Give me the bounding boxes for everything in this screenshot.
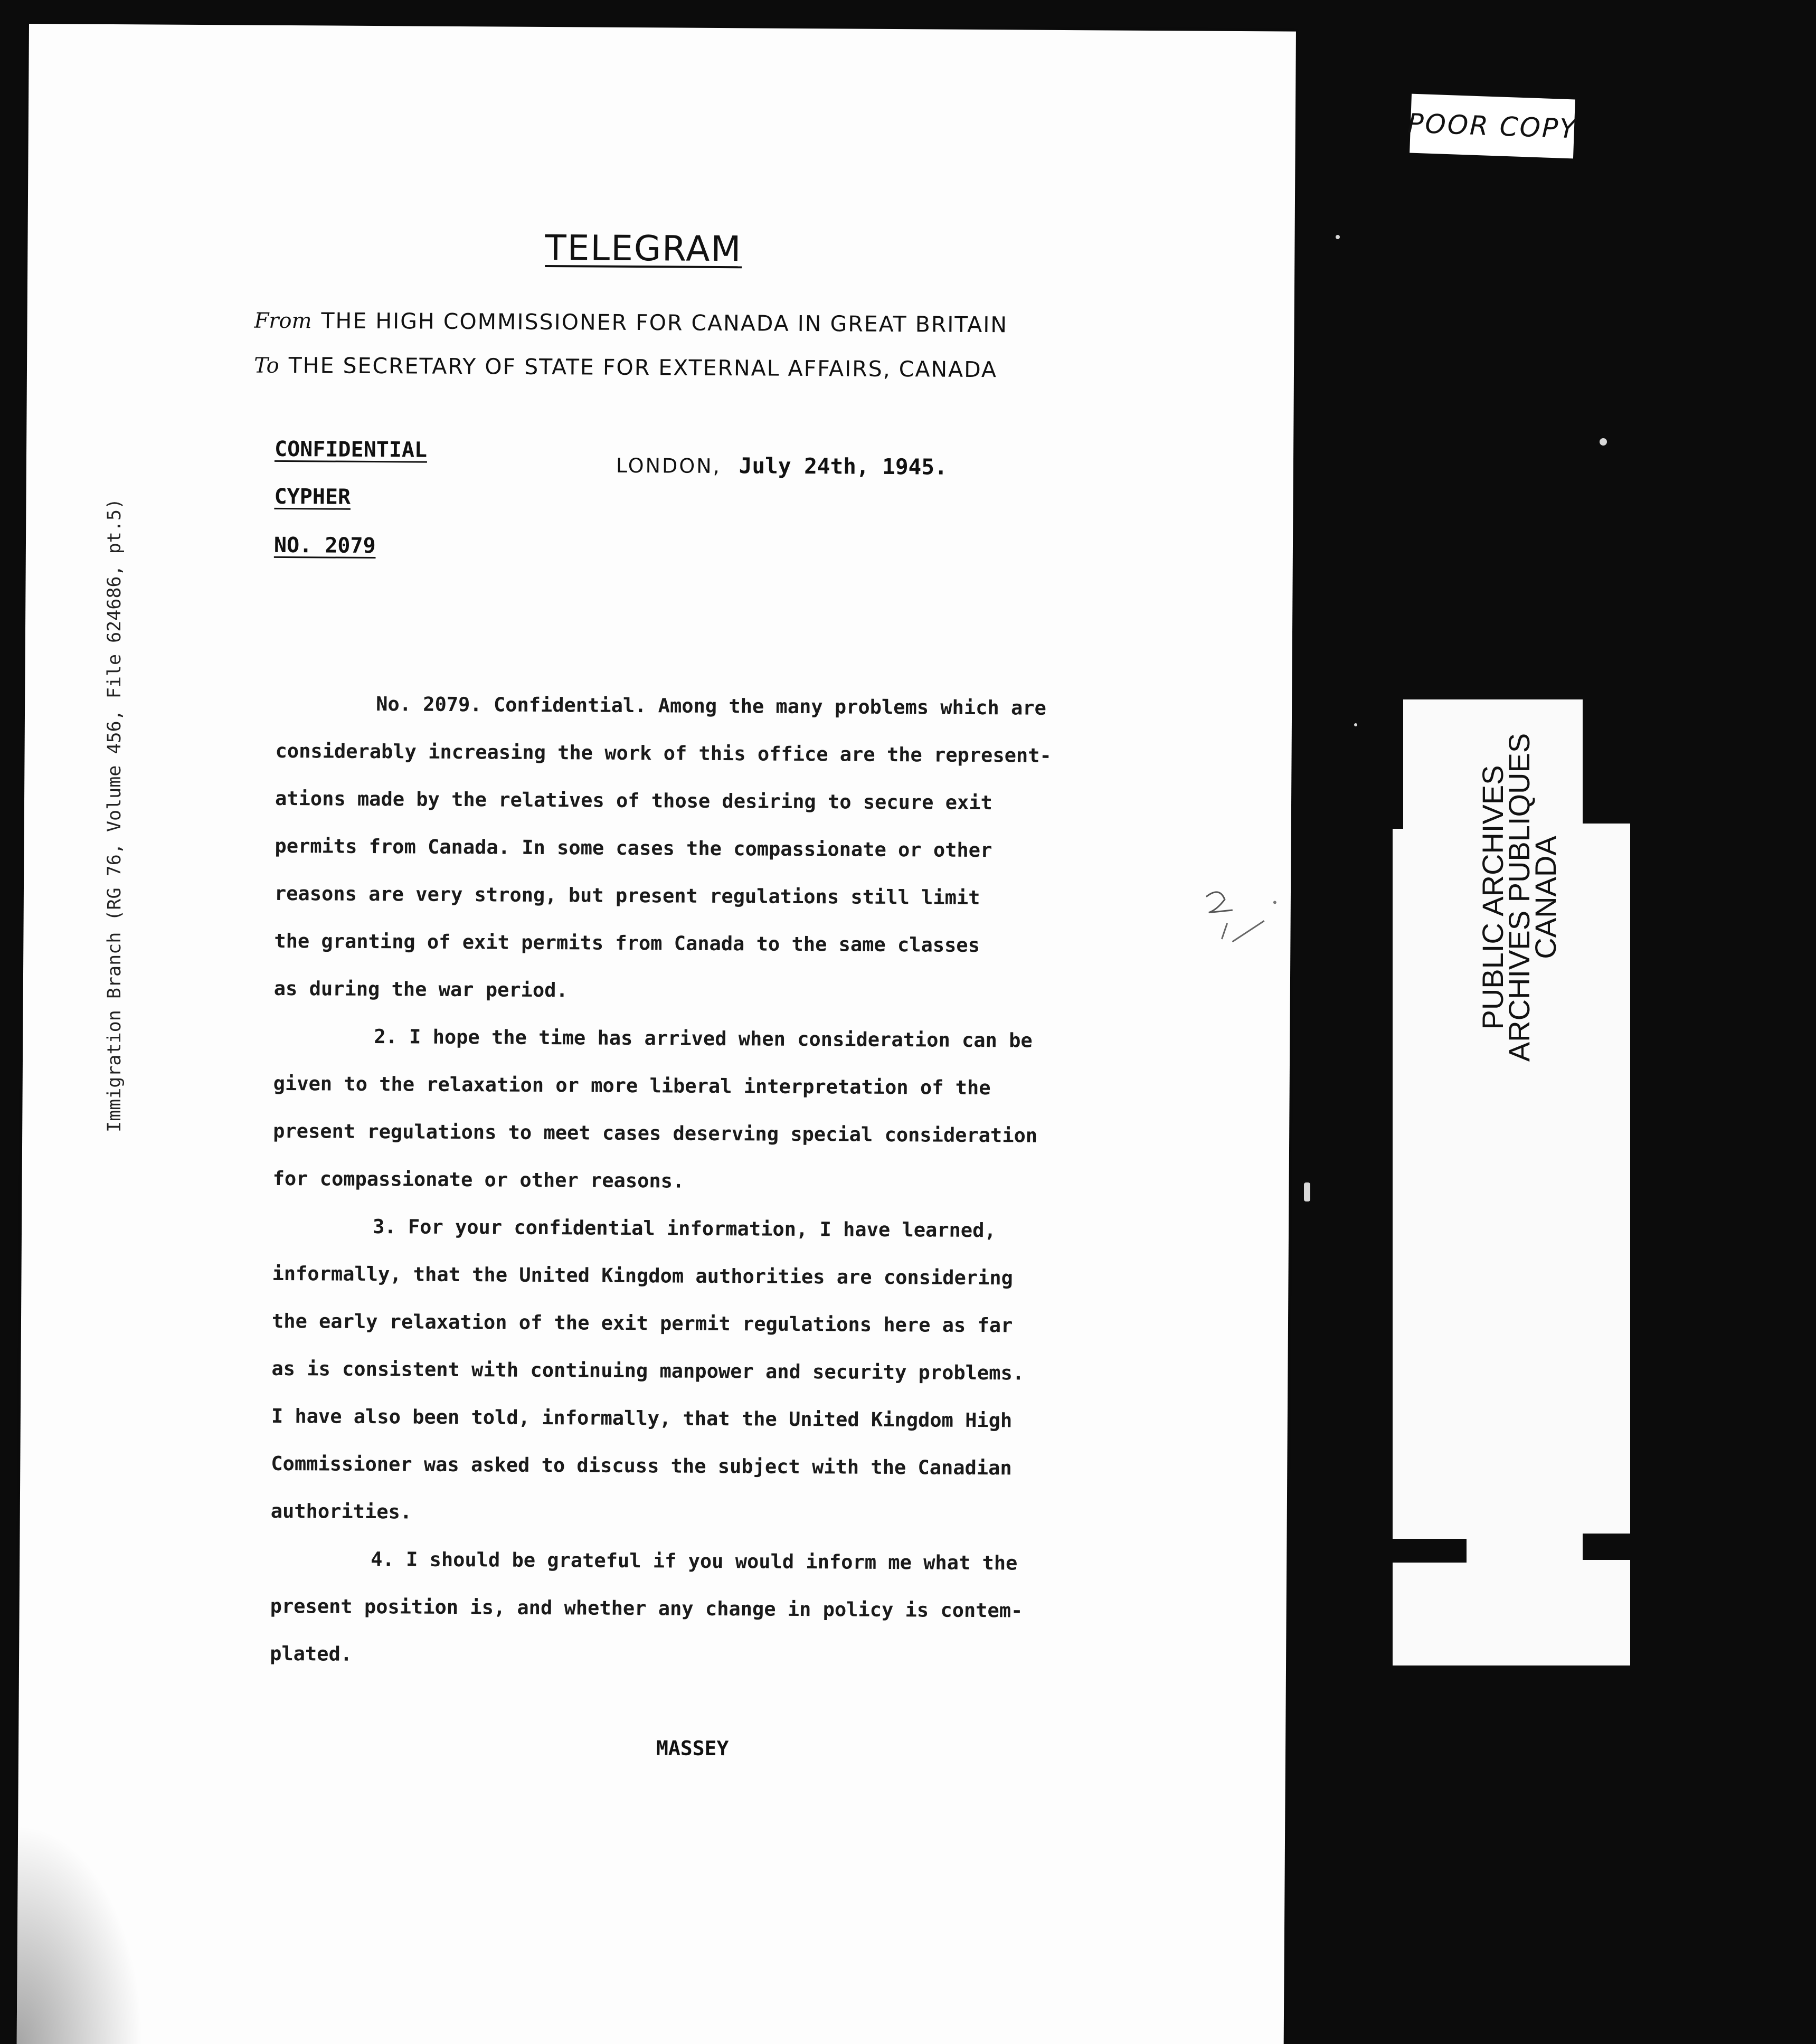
film-speck xyxy=(1336,235,1340,239)
archive-line-country: CANADA xyxy=(1529,836,1562,959)
body-line: given to the relaxation or more liberal interpretation of the xyxy=(273,1072,991,1100)
telegram-body xyxy=(270,680,1258,1683)
archive-stamp xyxy=(1476,713,1562,1082)
from-prefix: From xyxy=(254,308,312,334)
film-speck xyxy=(1354,723,1357,726)
classification-cypher: CYPHER xyxy=(274,484,351,509)
film-speck xyxy=(1304,1182,1310,1201)
signature: MASSEY xyxy=(656,1736,729,1761)
telegram-title: TELEGRAM xyxy=(545,227,742,270)
to-recipient: THE SECRETARY OF STATE FOR EXTERNAL AFFAIRS, CANADA xyxy=(288,353,998,383)
poor-copy-text: POOR COPY xyxy=(1407,108,1578,145)
body-line: 3. For your confidential information, I have learned, xyxy=(372,1215,996,1242)
to-prefix: To xyxy=(253,353,279,378)
telegram-number: NO. 2079 xyxy=(273,533,376,559)
pencil-annotation-icon xyxy=(1195,881,1285,966)
archive-line-english: PUBLIC ARCHIVES xyxy=(1476,765,1509,1030)
body-line: as is consistent with continuing manpower and security problems. xyxy=(271,1357,1025,1385)
body-line: informally, that the United Kingdom authorities are considering xyxy=(272,1262,1014,1290)
body-line: as during the war period. xyxy=(273,977,568,1002)
body-line: plated. xyxy=(270,1642,353,1666)
body-line: 2. I hope the time has arrived when consideration can be xyxy=(374,1025,1033,1052)
body-line: ations made by the relatives of those desiring to secure exit xyxy=(275,787,992,815)
archive-line-french: ARCHIVES PUBLIQUES xyxy=(1502,733,1536,1062)
body-line: I have also been told, informally, that the United Kingdom High xyxy=(271,1404,1013,1432)
body-line: present regulations to meet cases deserving special consideration xyxy=(273,1119,1038,1147)
body-line: the granting of exit permits from Canada to the same classes xyxy=(274,929,980,957)
body-line: permits from Canada. In some cases the compassionate or other xyxy=(275,834,992,862)
archive-reference: Immigration Branch (RG 76, Volume 456, File 624686, pt.5) xyxy=(104,498,125,1132)
body-line: present position is, and whether any change in policy is contem- xyxy=(270,1594,1023,1622)
body-line: for compassionate or other reasons. xyxy=(272,1167,685,1193)
to-line xyxy=(254,353,997,383)
film-speck xyxy=(1600,438,1607,446)
from-line xyxy=(254,308,1008,338)
body-line: reasons are very strong, but present regulations still limit xyxy=(274,882,980,910)
body-line: authorities. xyxy=(270,1499,412,1523)
from-sender: THE HIGH COMMISSIONER FOR CANADA IN GREAT BRITAIN xyxy=(321,308,1008,338)
classification-confidential: CONFIDENTIAL xyxy=(274,437,428,462)
telegram-page xyxy=(17,24,1296,2044)
body-line: the early relaxation of the exit permit regulations here as far xyxy=(271,1309,1013,1337)
place-date xyxy=(616,452,948,480)
page-edge-shadow xyxy=(17,1824,145,2044)
place: LONDON, xyxy=(616,453,721,478)
poor-copy-sticker xyxy=(1407,94,1578,159)
body-line: No. 2079. Confidential. Among the many problems which are xyxy=(376,693,1046,720)
date: July 24th, 1945. xyxy=(739,453,948,480)
body-line: Commissioner was asked to discuss the subject with the Canadian xyxy=(271,1452,1012,1480)
body-line: 4. I should be grateful if you would inform me what the xyxy=(371,1548,1018,1575)
body-line: considerably increasing the work of this office are the represent- xyxy=(275,739,1052,767)
